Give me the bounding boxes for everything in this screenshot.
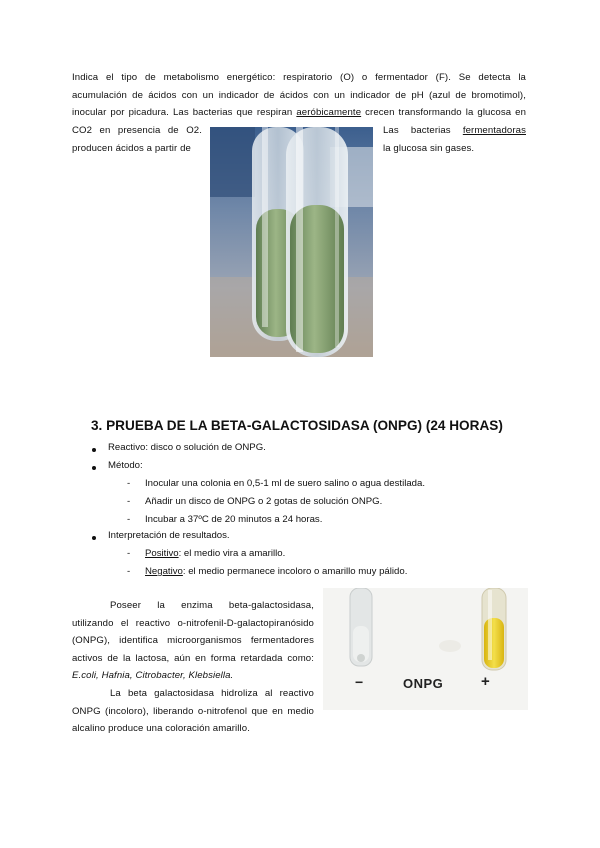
intro-line-1: Indica el tipo de metabolismo energético: respiratorio (O) o fermentador (F). Se detecta la bbox=[72, 72, 526, 83]
step-1: Inocular una colonia en 0,5-1 ml de suero salino o agua destilada. bbox=[145, 478, 426, 489]
body-line-7: ONPG (incoloro), liberando o-nitrofenol que en medio bbox=[72, 705, 314, 717]
body-line-4: activos de la lactosa, aún en forma retardada como: bbox=[72, 652, 314, 664]
body-line-6: La beta galactosidasa hidroliza al reactivo bbox=[110, 687, 314, 699]
step-2: Añadir un disco de ONPG o 2 gotas de solución ONPG. bbox=[145, 496, 383, 507]
result-dash: - bbox=[127, 566, 131, 577]
body-line-2: utilizando el reactivo o-nitrofenil-D-galactopiranósido bbox=[72, 617, 314, 629]
bullet-dot bbox=[92, 536, 96, 540]
onpg-tubes-image bbox=[323, 588, 528, 710]
fermentadoras-term: fermentadoras bbox=[462, 125, 526, 136]
intro-left-col bbox=[72, 122, 202, 157]
test-tubes-image bbox=[210, 127, 373, 357]
bullet-dot bbox=[92, 466, 96, 470]
intro-line-4-right: Las bacterias fermentadoras bbox=[383, 125, 526, 136]
body-line-8: alcalino produce una coloración amarillo. bbox=[72, 723, 250, 735]
negativo-result: Negativo: el medio permanece incoloro o amarillo muy pálido. bbox=[145, 566, 408, 577]
intro-line-5-right: la glucosa sin gases. bbox=[383, 142, 475, 154]
step-dash: - bbox=[127, 478, 131, 489]
negative-sign: − bbox=[355, 674, 364, 690]
body-line-1: Poseer la enzima beta-galactosidasa, bbox=[110, 600, 314, 611]
intro-paragraph bbox=[72, 69, 526, 122]
metodo-item: Método: bbox=[108, 460, 143, 471]
section-title: 3. PRUEBA DE LA BETA-GALACTOSIDASA (ONPG) (24 HORAS) bbox=[91, 418, 503, 433]
body-line-5: E.coli, Hafnia, Citrobacter, Klebsiella. bbox=[72, 670, 234, 682]
aerobicamente-term: aeróbicamente bbox=[296, 107, 362, 119]
step-dash: - bbox=[127, 496, 131, 507]
intro-right-col bbox=[383, 122, 526, 157]
onpg-label: ONPG bbox=[403, 676, 444, 691]
test-tubes-photo bbox=[210, 127, 373, 357]
bullet-dot bbox=[92, 448, 96, 452]
intro-line-2: acumulación de ácidos con un indicador de ácidos con un indicador de pH (azul de bromotimol), bbox=[72, 89, 526, 101]
reactivo-item: Reactivo: disco o solución de ONPG. bbox=[108, 442, 266, 453]
positive-sign: + bbox=[481, 673, 490, 690]
intro-line-5-left: producen ácidos a partir de bbox=[72, 142, 191, 154]
step-3: Incubar a 37ºC de 20 minutos a 24 horas. bbox=[145, 514, 323, 525]
intro-line-4-left: CO2 en presencia de O2. bbox=[72, 125, 202, 136]
result-dash: - bbox=[127, 548, 131, 559]
onpg-photo bbox=[323, 588, 528, 710]
positivo-result: Positivo: el medio vira a amarillo. bbox=[145, 548, 286, 559]
interpretacion-item: Interpretación de resultados. bbox=[108, 530, 230, 541]
step-dash: - bbox=[127, 514, 131, 525]
body-line-3: (ONPG), identifica microorganismos fermentadores bbox=[72, 635, 314, 647]
intro-line-3: inocular por picadura. Las bacterias que respiran aeróbicamente crecen transformando la glucosa en bbox=[72, 107, 526, 119]
onpg-description bbox=[72, 597, 314, 738]
